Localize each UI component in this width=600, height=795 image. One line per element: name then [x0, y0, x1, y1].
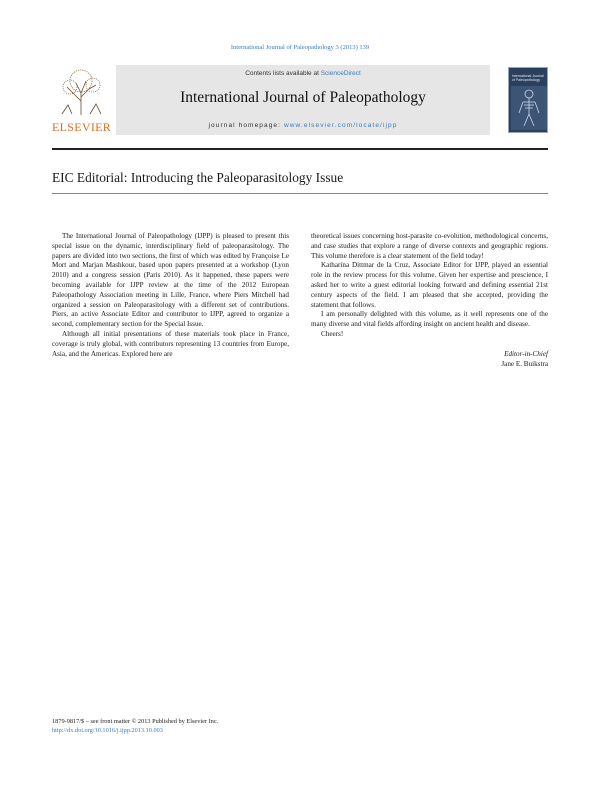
doi-link[interactable]: http://dx.doi.org/10.1016/j.ijpp.2013.10.003: [52, 726, 163, 734]
masthead-divider: [52, 148, 548, 150]
paragraph-3: Katharina Dittmar de la Cruz, Associate Editor for IJPP, played an essential role in the review process for this volume. Given her expertise and prescience, I asked her to write a guest editorial looking forward and defining essential 21st century aspects of the field. I am pleased that she accepted, providing the statement that follows.: [311, 261, 548, 309]
journal-homepage-line: [116, 122, 490, 129]
article-body-right-column: [311, 232, 548, 369]
journal-title: International Journal of Paleopathology: [180, 89, 426, 106]
article-title: EIC Editorial: Introducing the Paleoparasitology Issue: [52, 170, 344, 185]
paragraph-1: The International Journal of Paleopathology (IJPP) is pleased to present this special issue on the dynamic, interdisciplinary field of paleoparasitology. The papers are divided into two sections, the first of which was edited by Françoise Le Mort and Marjan Mashkour, based upon papers presented at a workshop (Lyon 2010) and a congress session (Paris 2010). As it happened, these papers were becoming available for IJPP review at the time of the 2012 European Paleopathology Association meeting in Lille, France, where Piers Mitchell had organized a session on Paleoparasitology with a different set of contributions. Piers, an active Associate Editor and contributor to IJPP, agreed to organize a second, complementary section for the Special Issue.: [52, 232, 289, 329]
running-head: International Journal of Paleopathology 3 (2013) 139: [230, 44, 370, 51]
page-footer: [52, 718, 352, 735]
contents-prefix: Contents lists available at: [245, 70, 321, 77]
homepage-label: journal homepage:: [208, 122, 284, 129]
paragraph-4: I am personally delighted with this volume, as it well represents one of the many diverse and vital fields affording insight on ancient health and disease.: [311, 310, 548, 329]
title-divider: [52, 193, 548, 194]
cover-skeleton-icon: [511, 86, 547, 130]
signature-name: Jane E. Buikstra: [501, 359, 548, 368]
journal-masthead: [52, 65, 548, 135]
elsevier-tree-icon: [56, 67, 106, 117]
elsevier-logo[interactable]: [52, 65, 110, 135]
journal-title-panel: [116, 65, 490, 135]
journal-cover-thumbnail[interactable]: [508, 67, 548, 133]
sciencedirect-link[interactable]: ScienceDirect: [320, 70, 361, 77]
elsevier-wordmark: ELSEVIER: [52, 120, 112, 134]
closing-line: Cheers!: [321, 329, 344, 338]
issn-line: 1879-9817/$ – see front matter © 2013 Published by Elsevier Inc.: [52, 718, 219, 725]
contents-line: [116, 70, 490, 77]
paragraph-2: Although all initial presentations of these materials took place in France, coverage is truly global, with contributors representing 13 countries from Europe, Asia, and the Americas. Explored here are: [52, 329, 289, 358]
article-body-left-column: [52, 232, 289, 359]
homepage-link[interactable]: www.elsevier.com/locate/ijpp: [283, 122, 398, 129]
signature-role: Editor-in-Chief: [504, 349, 548, 358]
paragraph-2-continued: theoretical issues concerning host-parasite co-evolution, methodological concerns, and case studies that explore a range of diverse contexts and geographic regions. This volume therefore is a clear statement of the field today!: [311, 232, 548, 260]
cover-title: International Journal of Paleopathology: [512, 74, 544, 83]
